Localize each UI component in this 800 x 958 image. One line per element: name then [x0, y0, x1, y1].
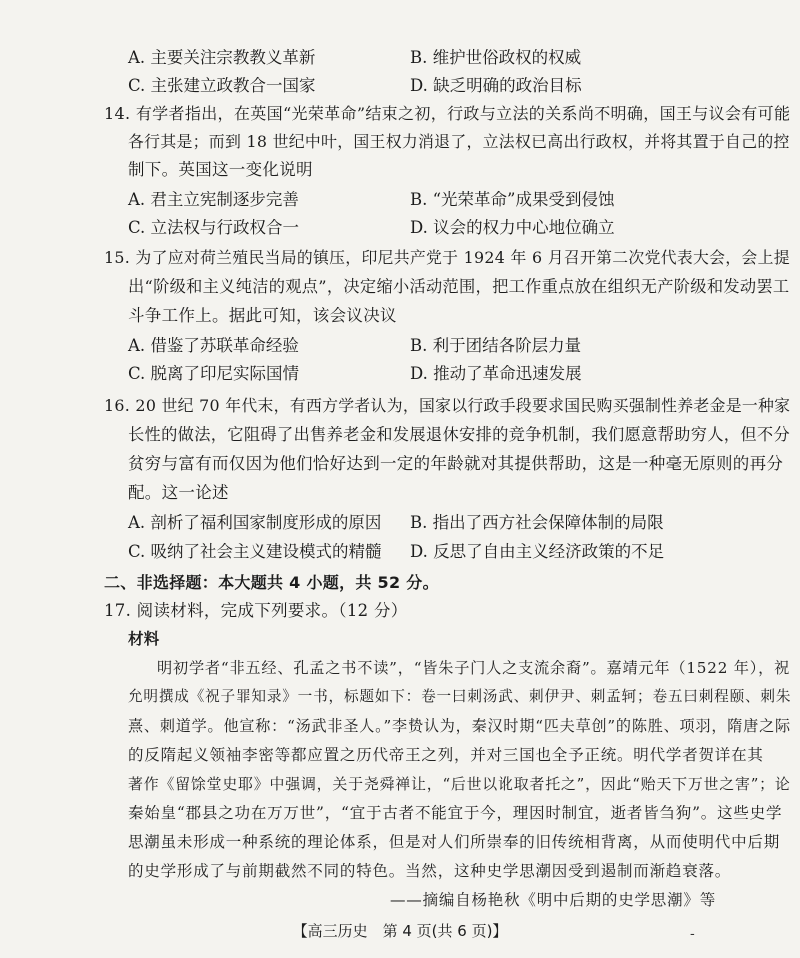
q15-option-d: D. 推动了革命迅速发展	[410, 364, 582, 383]
q16-stem-line-1: 16. 20 世纪 70 年代末，有西方学者认为，国家以行政手段要求国民购买强制性养老金是一种家	[104, 396, 791, 415]
q14-option-a: A. 君主立宪制逐步完善	[128, 190, 299, 209]
q14-stem-line-3: 制下。英国这一变化说明	[128, 160, 313, 179]
q15-option-c: C. 脱离了印尼实际国情	[128, 364, 300, 383]
q15-option-b: B. 利于团结各阶层力量	[410, 336, 582, 355]
q17-material-line-6: 秦始皇“郡县之功在万万世”，“宜于古者不能宜于今，理因时制宜，逝者皆刍狗”。这些史学	[128, 804, 783, 822]
q14-option-c: C. 立法权与行政权合一	[128, 218, 300, 237]
q17-material-line-3: 熹、刺道学。他宣称：“汤武非圣人。”李贽认为，秦汉时期“匹夫草创”的陈胜、项羽，隋唐之际	[128, 717, 791, 735]
q15-stem-line-1: 15. 为了应对荷兰殖民当局的镇压，印尼共产党于 1924 年 6 月召开第二次党代表大会，会上提	[104, 248, 790, 267]
q14-option-b: B. “光荣革命”成果受到侵蚀	[410, 190, 615, 209]
q17-material-label: 材料	[128, 630, 160, 648]
q15-stem-line-3: 斗争工作上。据此可知，该会议决议	[128, 306, 397, 325]
q13-option-c: C. 主张建立政教合一国家	[128, 76, 316, 95]
q13-option-d: D. 缺乏明确的政治目标	[410, 76, 582, 95]
q16-stem-line-2: 长性的做法，它阻碍了出售养老金和发展退休安排的竞争机制，我们愿意帮助穷人，但不分	[128, 425, 790, 444]
q17-material-line-2: 允明撰成《祝子罪知录》一书，标题如下：卷一曰刺汤武、刺伊尹、刺孟轲；卷五曰刺程颐、刺朱	[128, 688, 792, 705]
q15-stem-line-2: 出“阶级和主义纯洁的观点”，决定缩小活动范围，把工作重点放在组织无产阶级和发动罢工	[128, 277, 790, 296]
q13-option-a: A. 主要关注宗教教义革新	[128, 48, 316, 67]
q16-stem-line-3: 贫穷与富有而仅因为他们恰好达到一定的年龄就对其提供帮助，这是一种毫无原则的再分	[128, 454, 784, 473]
q17-material-line-4: 的反隋起义领袖李密等都应置之历代帝王之列，并对三国也全予正统。明代学者贺详在其	[128, 746, 764, 764]
q14-stem-line-1: 14. 有学者指出，在英国“光荣革命”结束之初，行政与立法的关系尚不明确，国王与议会有可能	[104, 104, 791, 123]
q16-option-a: A. 剖析了福利国家制度形成的原因	[128, 513, 382, 532]
q17-material-line-8: 的史学形成了与前期截然不同的特色。当然，这种史学思潮因受到遏制而渐趋衰落。	[128, 862, 732, 880]
q15-option-a: A. 借鉴了苏联革命经验	[128, 336, 299, 355]
q16-option-d: D. 反思了自由主义经济政策的不足	[410, 542, 665, 561]
page-footer: 【高三历史 第 4 页(共 6 页)】	[292, 922, 508, 940]
q13-option-b: B. 维护世俗政权的权威	[410, 48, 582, 67]
q16-option-c: C. 吸纳了社会主义建设模式的精髓	[128, 542, 382, 561]
q16-option-b: B. 指出了西方社会保障体制的局限	[410, 513, 664, 532]
section-2-title: 二、非选择题：本大题共 4 小题，共 52 分。	[104, 573, 439, 592]
q17-stem: 17. 阅读材料，完成下列要求。（12 分）	[104, 601, 408, 620]
q14-option-d: D. 议会的权力中心地位确立	[410, 218, 615, 237]
q17-material-line-1: 明初学者“非五经、孔孟之书不读”，“皆朱子门人之支流余裔”。嘉靖元年（1522 年），祝	[157, 659, 791, 677]
q17-material-line-5: 著作《留馀堂史耶》中强调，关于尧舜禅让，“后世以讹取者托之”，因此“贻天下万世之害”；论	[128, 775, 791, 793]
q16-stem-line-4: 配。这一论述	[128, 483, 229, 502]
corner-mark: -	[690, 926, 695, 942]
q17-material-source: ——摘编自杨艳秋《明中后期的史学思潮》等	[390, 891, 717, 909]
q14-stem-line-2: 各行其是；而到 18 世纪中叶，国王权力消退了，立法权已高出行政权，并将其置于自己的控	[128, 132, 790, 151]
q17-material-line-7: 思潮虽未形成一种系统的理论体系，但是对人们所崇奉的旧传统相背离，从而使明代中后期	[128, 833, 781, 851]
